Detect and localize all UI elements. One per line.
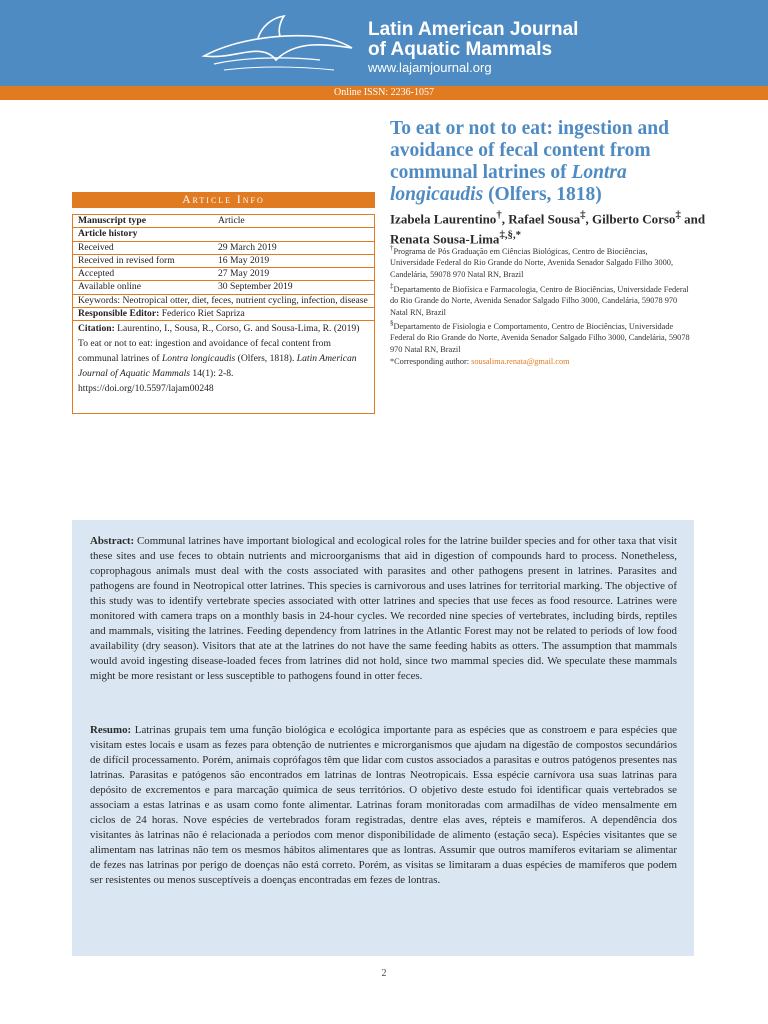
history-date: 16 May 2019 xyxy=(218,254,270,266)
affiliation-item xyxy=(390,243,690,281)
author-separator: , xyxy=(501,211,509,227)
history-row-accepted xyxy=(73,268,374,281)
affiliation-text: Programa de Pós Graduação em Ciências Biológicas, Centro de Biociências, Universidade Federal do Rio Grande do Norte, Avenida Senador Salgado Filho 3000, Candelária, 59078 970 Natal RN, Brazil xyxy=(390,246,674,279)
affiliation-item xyxy=(390,318,690,356)
author-list xyxy=(390,207,720,248)
citation-journal: Latin American Journal of Aquatic Mammals xyxy=(78,353,357,380)
author-name: Rafael Sousa xyxy=(508,211,581,227)
history-label: Available online xyxy=(78,281,141,293)
article-info-heading: Article Info xyxy=(72,192,375,208)
affiliation-mark: ‡ xyxy=(390,282,394,290)
author-affil-mark: † xyxy=(496,209,502,221)
citation-text: (Olfers, 1818). xyxy=(235,353,297,365)
abstract-panel xyxy=(72,520,694,956)
citation-label: Citation: xyxy=(78,323,115,335)
citation-species: Lontra longicaudis xyxy=(161,353,236,365)
paper-title xyxy=(390,118,700,206)
journal-title xyxy=(368,20,748,60)
history-date: 30 September 2019 xyxy=(218,281,293,293)
paper-title-part1: To eat or not to eat: ingestion and avoidance of fecal content from communal latrines of xyxy=(390,118,669,183)
journal-title-line1: Latin American Journal xyxy=(368,19,579,40)
manuscript-type-row xyxy=(73,215,374,228)
author-separator: , xyxy=(585,211,593,227)
author-affil-mark: ‡ xyxy=(580,209,586,221)
history-row-online xyxy=(73,281,374,294)
author-affil-mark: ‡ xyxy=(675,209,681,221)
author-name: Renata Sousa-Lima xyxy=(390,231,500,247)
author-separator: and xyxy=(680,211,706,227)
manuscript-type-value: Article xyxy=(218,215,245,226)
author-affil-mark: ‡,§,* xyxy=(499,229,522,242)
editor-name: Federico Riet Sapriza xyxy=(159,308,245,320)
resumo-text: Latrinas grupais tem uma função biológica e ecológica importante para as espécies que as constroem e para espécies que visitam estes locais e usam as fezes para obtenção de nutrientes e microrganismos que ajudam na digestão de compostos secundários de difícil processamento. Porém, animais coprófagos têm que lidar com custos associados a parasitas e outros patógenos presentes nas latrinas. Parasitas e patógenos são encontrados em latrinas de lontras Neotropicais. Essa espécie carnívora usa suas latrinas para depósito de excrementos e para marcação química de seus territórios. O objetivo deste estudo foi identificar quais vertebrados se associam a estas latrinas e as usam como fonte alimentar. Latrinas foram monitoradas com armadilhas de vídeo mensalmente em ciclos de 24 horas. Nove espécies de vertebrados foram registradas, dentre elas aves, répteis e mamíferos. A dependência dos visitantes às latrinas não é relacionada a períodos com menor disponibilidade de alimento (estação seca). Espécies visitantes que se alimentam nas latrinas não tem os mesmos hábitos alimentares que as lontras. Assumir que outros mamíferos evitariam se alimentar de fezes nas latrinas por perigo de doenças não está correto. Porém, as visitas se limitaram a duas espécies de mamíferos que podem ser resistentes ou menos susceptíveis a doenças encontradas em fezes de lontras. xyxy=(90,724,677,886)
corresponding-author xyxy=(390,356,690,368)
history-label: Received xyxy=(78,241,114,253)
abstract-label: Abstract: xyxy=(90,535,135,547)
article-history-label: Article history xyxy=(78,228,138,240)
affiliation-text: Departamento de Biofísica e Farmacologia, Centro de Biociências, Universidade Federal do Rio Grande do Norte, Avenida Senador Salgado Filho 3000, Candelária, 59078 970 Natal RN, Brazil xyxy=(390,284,689,317)
history-date: 27 May 2019 xyxy=(218,268,270,280)
issn-band: Online ISSN: 2236-1057 xyxy=(0,86,768,100)
corresponding-label: *Corresponding author: xyxy=(390,356,472,366)
affiliation-mark: § xyxy=(390,320,394,328)
keywords: Keywords: Neotropical otter, diet, feces, nutrient cycling, infection, disease xyxy=(73,295,374,308)
journal-header xyxy=(0,0,768,86)
editor-label: Responsible Editor: xyxy=(78,308,160,320)
history-row-received xyxy=(73,242,374,255)
dolphin-logo-icon xyxy=(200,12,360,76)
citation-doi: 14(1): 2-8. https://doi.org/10.5597/lajam00248 xyxy=(78,368,234,395)
abstract-text: Communal latrines have important biological and ecological roles for the latrine builder species and for other taxa that visit these sites and use feces to obtain nutrients and microorganisms that aid in digestion of compounds hard to process. Nonetheless, coprophagous animals must deal with the costs associated with parasites and other pathogens present in latrines. Parasites and pathogens are found in Neotropical otter latrines. This species is carnivorous and uses latrines for territorial marking. The objective of this study was to identify vertebrate species associated with otter latrines and species that use feces as food resource. Latrines were monitored with camera traps on a monthly basis in 24-hour cycles. We recorded nine species of vertebrates, including birds, reptiles and mammals, visiting the latrines. Feeding dependency from latrines in the Atlantic Forest may not be related to periods of low food availability (dry season). Visitors that ate at the latrines do not have the same feeding habits as otters. The assumption that mammals would avoid ingesting disease-loaded feces from latrines did not hold, since two mammal species did. We speculate these mammals might be more resistant or less susceptible to pathogens found in otter feces. xyxy=(90,535,677,682)
citation-text: Laurentino, I., Sousa, R., Corso, G. and Sousa-Lima, R. (2019) To eat or not to eat: ingestion and avoidance of fecal content from communal latrines of xyxy=(78,323,360,365)
resumo-label: Resumo: xyxy=(90,724,132,736)
journal-title-line2: of Aquatic Mammals xyxy=(368,39,553,60)
affiliation-mark: † xyxy=(390,245,394,252)
article-info-box xyxy=(72,214,375,414)
history-row-revised xyxy=(73,255,374,268)
page-number: 2 xyxy=(381,968,387,979)
author-name: Gilberto Corso xyxy=(592,211,676,227)
corresponding-email-link[interactable]: sousalima.renata@gmail.com xyxy=(471,356,570,366)
affiliation-text: Departamento de Fisiologia e Comportamento, Centro de Biociências, Universidade Federal do Rio Grande do Norte, Avenida Senador Salgado Filho 3000, Candelária, 59078 970 Natal RN, Brazil xyxy=(390,321,690,355)
article-history-row xyxy=(73,228,374,241)
journal-url-link[interactable]: www.lajamjournal.org xyxy=(368,60,492,75)
citation xyxy=(73,321,374,396)
affiliations xyxy=(390,243,690,367)
history-label: Accepted xyxy=(78,268,115,280)
paper-title-species: Lontra longicaudis xyxy=(390,162,627,205)
paper-title-part2: (Olfers, 1818) xyxy=(483,184,602,205)
history-label: Received in revised form xyxy=(78,254,175,266)
manuscript-type-label: Manuscript type xyxy=(78,215,146,226)
resumo xyxy=(90,723,677,888)
author-name: Izabela Laurentino xyxy=(390,211,497,227)
history-date: 29 March 2019 xyxy=(218,241,277,253)
abstract xyxy=(90,534,677,684)
responsible-editor xyxy=(73,308,374,321)
affiliation-item xyxy=(390,281,690,319)
